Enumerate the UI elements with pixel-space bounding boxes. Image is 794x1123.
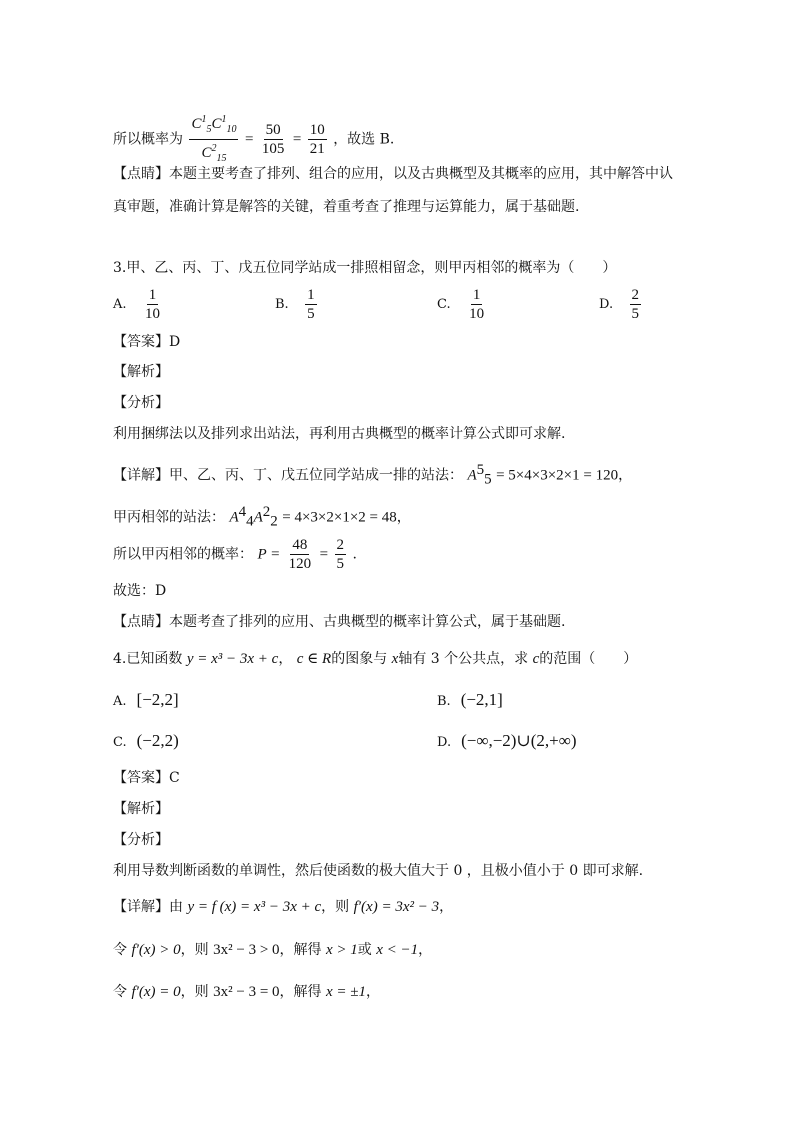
q3-detail-2: 甲丙相邻的站法： $A^4_4A^2_2 = 4\times 3\times 2\times 1\times 2 = 48$， [113, 504, 411, 530]
fraction-combination: $\frac{C^1_5C^1_{10}}{C^2_{15}}$ [189, 111, 238, 168]
q3-choose: 故选：D [113, 583, 167, 599]
q4-option-c: C. (−2,2) [113, 731, 179, 750]
q4-option-b: B. (−2,1] [437, 690, 503, 709]
q4-detail-3: 令 f′(x) = 0，则 3x² − 3 = 0，解得 x = ±1， [113, 984, 381, 1000]
q3-detail-1: 【详解】甲、乙、丙、丁、戊五位同学站成一排的站法： $A^5_5 = 5\times 4\times 3\times 2\times 1 = 120$， [113, 462, 633, 488]
q4-fenxi-text: 利用导数判断函数的单调性，然后使函数的极大值大于 0 ，且极小值小于 0 即可求解. [113, 863, 644, 879]
fraction-10-21: $\frac{10}{21}$ [309, 122, 325, 157]
q4-jiexi: 【解析】 [113, 801, 169, 817]
q3-option-a: A. $\frac{1}{10}$ [113, 287, 160, 322]
question-4-stem: 4.已知函数 y = x³ − 3x + c， c ∈ R的图象与 x轴有 3 个公共点，求 c的范围（ ） [113, 651, 638, 667]
q4-detail-1: 【详解】由 y = f (x) = x³ − 3x + c，则 f′(x) = 3x² − 3， [113, 899, 454, 915]
q3-fenxi-text: 利用捆绑法以及排列求出站法，再利用古典概型的概率计算公式即可求解. [113, 426, 566, 442]
q3-detail-3: 所以甲丙相邻的概率： P = $\frac{48}{120}$ = $\frac{2}{5}$ . [113, 537, 357, 572]
q4-answer: 【答案】C [113, 770, 180, 786]
q3-option-b: B. $\frac{1}{5}$ [275, 287, 315, 322]
line-suffix: ，故选 B. [333, 131, 395, 148]
q3-option-c: C. $\frac{1}{10}$ [437, 287, 485, 322]
q3-answer: 【答案】D [113, 334, 181, 350]
q3-option-d: D. $\frac{2}{5}$ [599, 287, 640, 322]
line-prefix: 所以概率为 [113, 131, 183, 148]
q4-option-d: D. (−∞,−2)∪(2,+∞) [437, 731, 577, 750]
q4-option-a: A. [−2,2] [113, 690, 179, 709]
question-3-stem: 3.甲、乙、丙、丁、戊五位同学站成一排照相留念，则甲丙相邻的概率为（ ） [113, 260, 617, 276]
comment-line-2: 真审题，准确计算是解答的关键，着重考查了推理与运算能力，属于基础题. [113, 199, 580, 215]
q4-detail-2: 令 f′(x) > 0，则 3x² − 3 > 0，解得 x > 1或 x < −1， [113, 942, 433, 958]
q4-fenxi: 【分析】 [113, 832, 169, 848]
comment-line-1: 【点睛】本题主要考查了排列、组合的应用，以及古典概型及其概率的应用，其中解答中认 [113, 166, 673, 182]
q3-comment: 【点睛】本题考查了排列的应用、古典概型的概率计算公式，属于基础题. [113, 614, 566, 630]
q3-fenxi: 【分析】 [113, 395, 169, 411]
probability-result-line: 所以概率为 $\frac{C^1_5C^1_{10}}{C^2_{15}}$ = $\frac{50}{105}$ = $\frac{10}{21}$ ，故选 B. [113, 111, 394, 168]
fraction-50-105: $\frac{50}{105}$ [261, 122, 285, 157]
q3-jiexi: 【解析】 [113, 364, 169, 380]
